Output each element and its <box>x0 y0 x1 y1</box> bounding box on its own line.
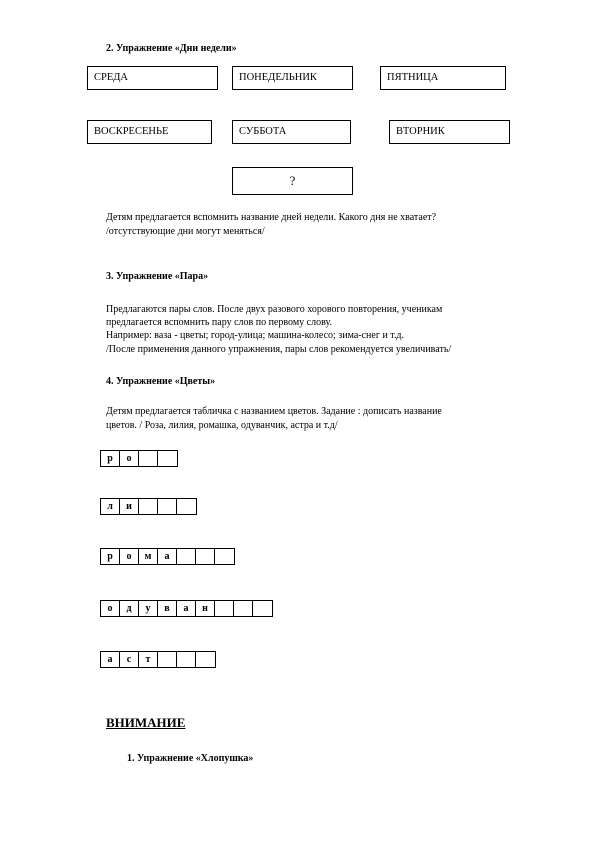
flower-grid-5 <box>100 651 216 668</box>
exercise-3-text-2: предлагается вспомнить пару слов по первому слову. <box>106 317 332 328</box>
exercise-3-title: 3. Упражнение «Пара» <box>106 271 209 282</box>
flower-grid-2 <box>100 498 197 515</box>
grid-letter-cell: л <box>101 499 120 514</box>
flower-grid-4 <box>100 600 273 617</box>
grid-empty-cell <box>158 451 177 466</box>
exercise-2-title: 2. Упражнение «Дни недели» <box>106 43 237 54</box>
grid-empty-cell <box>158 499 177 514</box>
grid-letter-cell: р <box>101 451 120 466</box>
exercise-2-text-2: /отсутствующие дни могут меняться/ <box>106 226 265 237</box>
grid-empty-cell <box>196 549 215 564</box>
day-box-2: ПОНЕДЕЛЬНИК <box>232 66 353 90</box>
grid-letter-cell: д <box>120 601 139 616</box>
grid-empty-cell <box>177 652 196 667</box>
attention-title: ВНИМАНИЕ <box>106 715 186 730</box>
grid-empty-cell <box>177 549 196 564</box>
grid-empty-cell <box>215 549 234 564</box>
grid-empty-cell <box>158 652 177 667</box>
grid-letter-cell: в <box>158 601 177 616</box>
exercise-3-text-1: Предлагаются пары слов. После двух разового хорового повторения, ученикам <box>106 304 443 315</box>
exercise-2-text-1: Детям предлагается вспомнить название дней недели. Какого дня не хватает? <box>106 212 437 223</box>
exercise-3-text-3: Например: ваза - цветы; город-улица; машина-колесо; зима-снег и т.д. <box>106 330 404 341</box>
flower-grid-1 <box>100 450 178 467</box>
exercise-4-title: 4. Упражнение «Цветы» <box>106 376 216 387</box>
grid-letter-cell: о <box>120 451 139 466</box>
day-box-5: СУББОТА <box>232 120 351 144</box>
attention-item-1: 1. Упражнение «Хлопушка» <box>127 753 254 764</box>
flower-grid-3 <box>100 548 235 565</box>
grid-letter-cell: о <box>101 601 120 616</box>
exercise-3-text-4: /После применения данного упражнения, пары слов рекомендуется увеличивать/ <box>106 344 452 355</box>
grid-empty-cell <box>139 451 158 466</box>
grid-empty-cell <box>215 601 234 616</box>
grid-letter-cell: м <box>139 549 158 564</box>
grid-empty-cell <box>234 601 253 616</box>
grid-empty-cell <box>253 601 272 616</box>
grid-letter-cell: а <box>158 549 177 564</box>
grid-empty-cell <box>177 499 196 514</box>
day-box-1: СРЕДА <box>87 66 218 90</box>
grid-letter-cell: н <box>196 601 215 616</box>
grid-letter-cell: а <box>177 601 196 616</box>
exercise-4-text-2: цветов. / Роза, лилия, ромашка, одуванчик, астра и т.д/ <box>106 420 338 431</box>
grid-letter-cell: у <box>139 601 158 616</box>
day-box-3: ПЯТНИЦА <box>380 66 506 90</box>
missing-day-box: ? <box>232 167 353 195</box>
grid-letter-cell: с <box>120 652 139 667</box>
grid-empty-cell <box>139 499 158 514</box>
grid-letter-cell: и <box>120 499 139 514</box>
grid-empty-cell <box>196 652 215 667</box>
grid-letter-cell: т <box>139 652 158 667</box>
grid-letter-cell: а <box>101 652 120 667</box>
exercise-4-text-1: Детям предлагается табличка с названием цветов. Задание : дописать название <box>106 406 442 417</box>
day-box-6: ВТОРНИК <box>389 120 510 144</box>
grid-letter-cell: р <box>101 549 120 564</box>
grid-letter-cell: о <box>120 549 139 564</box>
day-box-4: ВОСКРЕСЕНЬЕ <box>87 120 212 144</box>
